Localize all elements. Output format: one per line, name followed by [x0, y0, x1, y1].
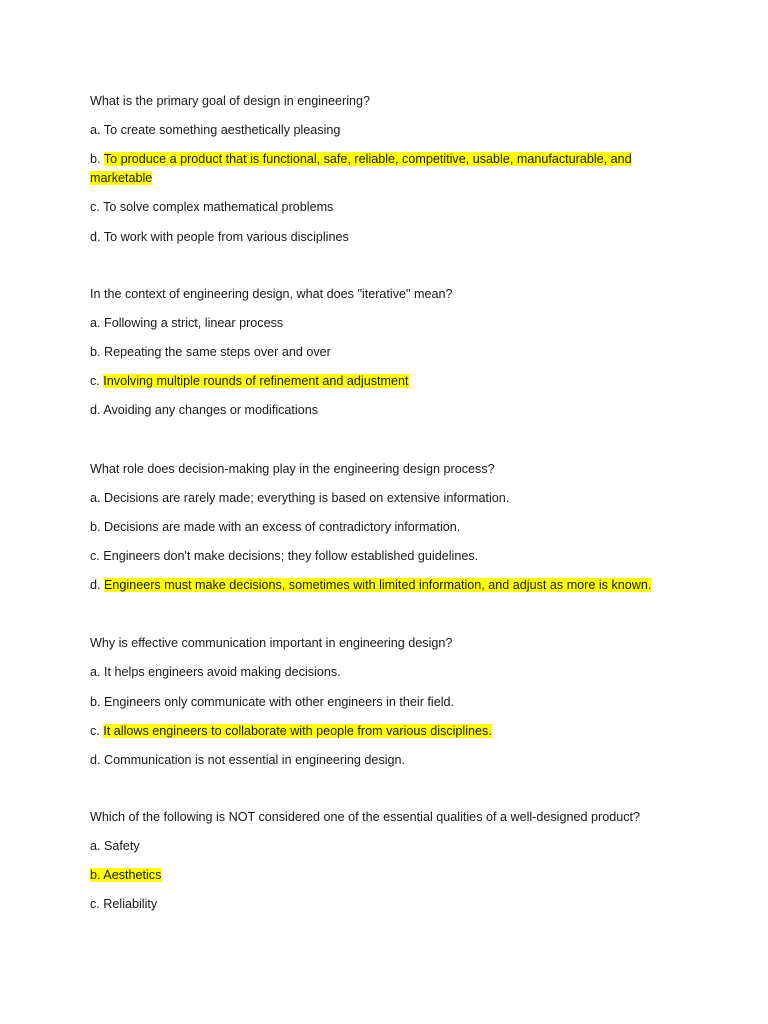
answer-option: [90, 895, 157, 914]
answer-option: [90, 751, 405, 770]
question-prompt: In the context of engineering design, what does "iterative" mean?: [90, 287, 453, 301]
option-prefix: a.: [90, 491, 101, 505]
option-text: Repeating the same steps over and over: [104, 345, 331, 359]
option-text: Safety: [104, 839, 140, 853]
answer-option-correct: [90, 372, 409, 391]
option-text: Decisions are made with an excess of contradictory information.: [104, 520, 461, 534]
option-text-highlighted: b. Aesthetics: [90, 868, 162, 882]
option-text-highlighted: Engineers must make decisions, sometimes with limited information, and adjust as more is known.: [104, 578, 652, 592]
option-prefix: a.: [90, 123, 101, 137]
option-prefix: b.: [90, 152, 101, 166]
answer-option: [90, 228, 349, 247]
option-prefix: d.: [90, 230, 101, 244]
question-prompt: What is the primary goal of design in engineering?: [90, 94, 371, 108]
option-text: Decisions are rarely made; everything is based on extensive information.: [104, 491, 510, 505]
answer-option: [90, 693, 454, 712]
answer-option: [90, 198, 333, 217]
answer-option: [90, 489, 509, 508]
answer-option-correct: [90, 722, 492, 741]
option-prefix: c.: [90, 724, 100, 738]
option-text: Engineers only communicate with other engineers in their field.: [104, 695, 455, 709]
option-prefix: d.: [90, 403, 101, 417]
answer-option: [90, 121, 340, 140]
answer-option: [90, 547, 478, 566]
option-prefix: c.: [90, 549, 100, 563]
option-text-highlighted: To produce a product that is functional, safe, reliable, competitive, usable, manufacturable, and marketable: [90, 152, 632, 185]
option-text: Reliability: [103, 897, 158, 911]
option-prefix: d.: [90, 753, 101, 767]
option-prefix: b.: [90, 520, 101, 534]
answer-option: [90, 314, 283, 333]
option-text: Following a strict, linear process: [104, 316, 284, 330]
option-prefix: b.: [90, 345, 101, 359]
question-prompt: Why is effective communication important in engineering design?: [90, 636, 453, 650]
option-text: To solve complex mathematical problems: [103, 200, 334, 214]
answer-option-correct: [90, 150, 650, 188]
option-text: To work with people from various disciplines: [103, 230, 349, 244]
answer-option-correct: [90, 576, 651, 595]
answer-option: [90, 401, 318, 420]
answer-option-correct: [90, 866, 161, 885]
answer-option: [90, 518, 460, 537]
question-prompt: What role does decision-making play in the engineering design process?: [90, 462, 495, 476]
option-prefix: a.: [90, 316, 101, 330]
option-prefix: a.: [90, 665, 101, 679]
option-text: Engineers don't make decisions; they follow established guidelines.: [103, 549, 479, 563]
option-prefix: c.: [90, 200, 100, 214]
answer-option: [90, 663, 341, 682]
option-text-highlighted: Involving multiple rounds of refinement and adjustment: [103, 374, 409, 388]
option-prefix: c.: [90, 897, 100, 911]
answer-option: [90, 837, 140, 856]
option-prefix: d.: [90, 578, 101, 592]
question-prompt: Which of the following is NOT considered one of the essential qualities of a well-designed product?: [90, 810, 641, 824]
option-prefix: b.: [90, 695, 101, 709]
option-text: Avoiding any changes or modifications: [103, 403, 319, 417]
option-text: Communication is not essential in engineering design.: [104, 753, 406, 767]
option-text: To create something aesthetically pleasing: [103, 123, 341, 137]
option-text: It helps engineers avoid making decisions.: [104, 665, 341, 679]
option-prefix: c.: [90, 374, 100, 388]
option-prefix: a.: [90, 839, 101, 853]
answer-option: [90, 343, 331, 362]
option-text-highlighted: It allows engineers to collaborate with people from various disciplines.: [103, 724, 492, 738]
